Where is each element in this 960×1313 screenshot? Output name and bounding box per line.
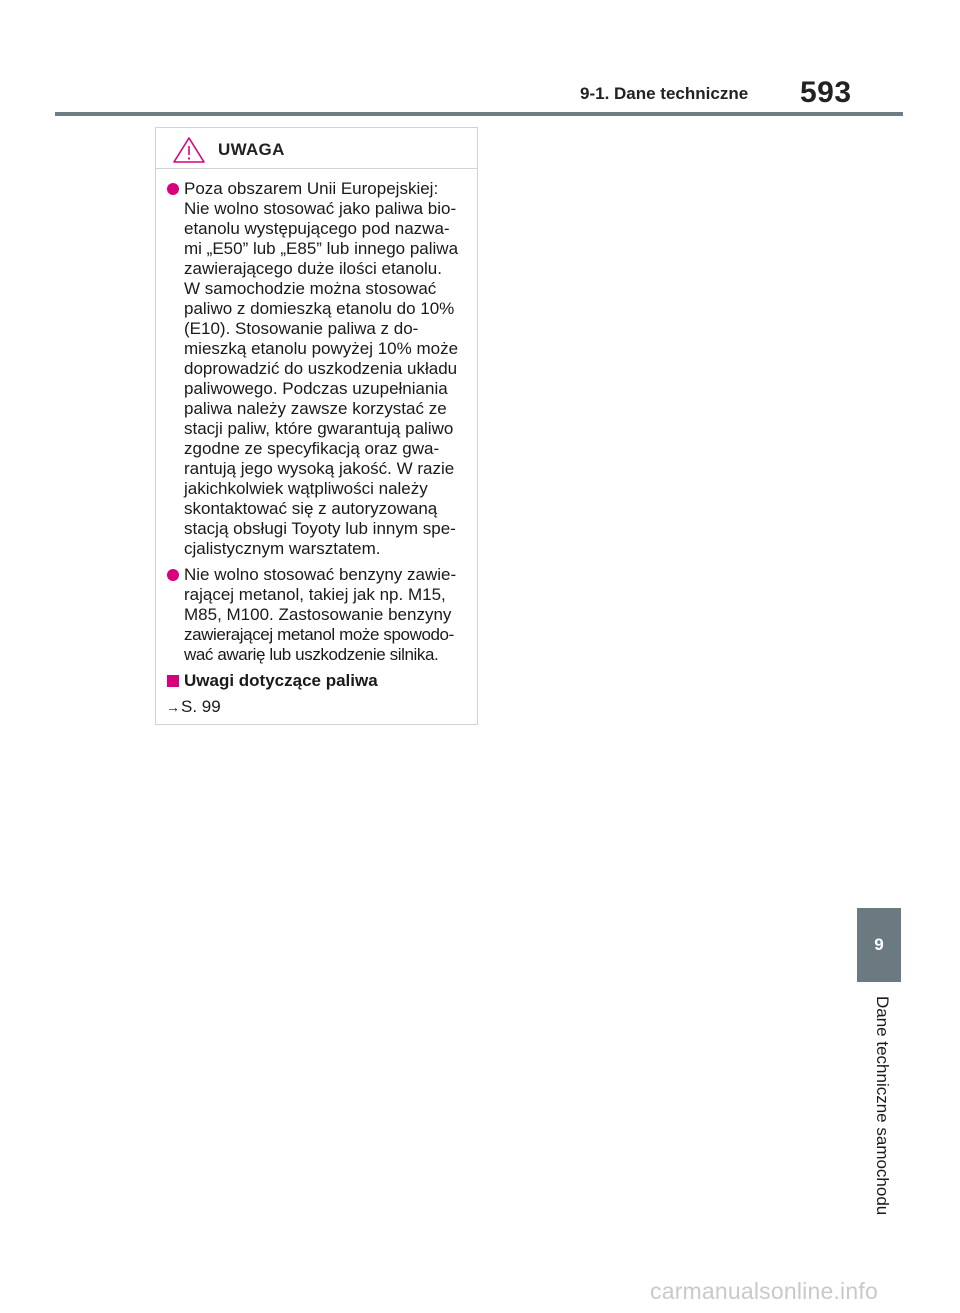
warning-body — [156, 169, 477, 717]
warning-item-methanol — [166, 565, 467, 665]
page-reference-link[interactable]: S. 99 — [181, 697, 221, 716]
warning-box — [155, 127, 478, 725]
header-divider — [55, 112, 903, 116]
warning-item-line: Nie wolno stosować jako paliwa bio- — [184, 199, 457, 218]
warning-header — [156, 128, 477, 169]
warning-triangle-icon — [172, 136, 206, 164]
warning-item-line: zawierającej metanol może spowodo- — [184, 625, 454, 644]
warning-item-line: stacją obsługi Toyoty lub innym spe- — [184, 519, 456, 538]
warning-item-line: wać awarię lub uszkodzenie silnika. — [184, 645, 439, 664]
warning-item-line: zawierającego duże ilości etanolu. — [184, 259, 442, 278]
warning-item-line: stacji paliw, które gwarantują paliwo — [184, 419, 454, 438]
warning-item-line: mieszką etanolu powyżej 10% może — [184, 339, 459, 358]
warning-item-line: doprowadzić do uszkodzenia układu — [184, 359, 458, 378]
warning-item-line: W samochodzie można stosować — [184, 279, 437, 298]
warning-item-line: paliwa należy zawsze korzystać ze — [184, 399, 447, 418]
warning-item-line: jakichkolwiek wątpliwości należy — [184, 479, 428, 498]
chapter-tab[interactable] — [857, 908, 901, 982]
warning-item-line: etanolu występującego pod nazwa- — [184, 219, 450, 238]
section-title: 9-1. Dane techniczne — [580, 84, 749, 103]
bullet-dot-icon — [167, 183, 179, 195]
warning-item-line: (E10). Stosowanie paliwa z do- — [184, 319, 419, 338]
warning-item-line: rającej metanol, takiej jak np. M15, — [184, 585, 446, 604]
warning-item-line: paliwo z domieszką etanolu do 10% — [184, 299, 455, 318]
chapter-number: 9 — [874, 935, 884, 954]
warning-item-line: zgodne ze specyfikacją oraz gwa- — [184, 439, 440, 458]
warning-item-line: M85, M100. Zastosowanie benzyny — [184, 605, 452, 624]
fuel-notes-heading-text: Uwagi dotyczące paliwa — [184, 671, 378, 690]
warning-item-line: skontaktować się z autoryzowaną — [184, 499, 438, 518]
warning-item-line: rantują jego wysoką jakość. W razie — [184, 459, 455, 478]
fuel-notes-heading — [166, 671, 467, 691]
bullet-dot-icon — [167, 569, 179, 581]
warning-item-line: mi „E50” lub „E85” lub innego paliwa — [184, 239, 459, 258]
arrow-right-icon: → — [166, 699, 180, 715]
chapter-title: Dane techniczne samochodu — [873, 996, 892, 1216]
square-bullet-icon — [167, 675, 179, 687]
warning-item-line: Nie wolno stosować benzyny zawie- — [184, 565, 457, 584]
page-reference — [166, 697, 467, 717]
page-number: 593 — [800, 76, 852, 109]
warning-item-line: paliwowego. Podczas uzupełniania — [184, 379, 448, 398]
warning-title: UWAGA — [218, 140, 285, 159]
warning-item-line: cjalistycznym warsztatem. — [184, 539, 381, 558]
warning-item-line: Poza obszarem Unii Europejskiej: — [184, 179, 439, 198]
warning-item-europe — [166, 179, 467, 559]
footer-watermark: carmanualsonline.info — [650, 1278, 878, 1304]
